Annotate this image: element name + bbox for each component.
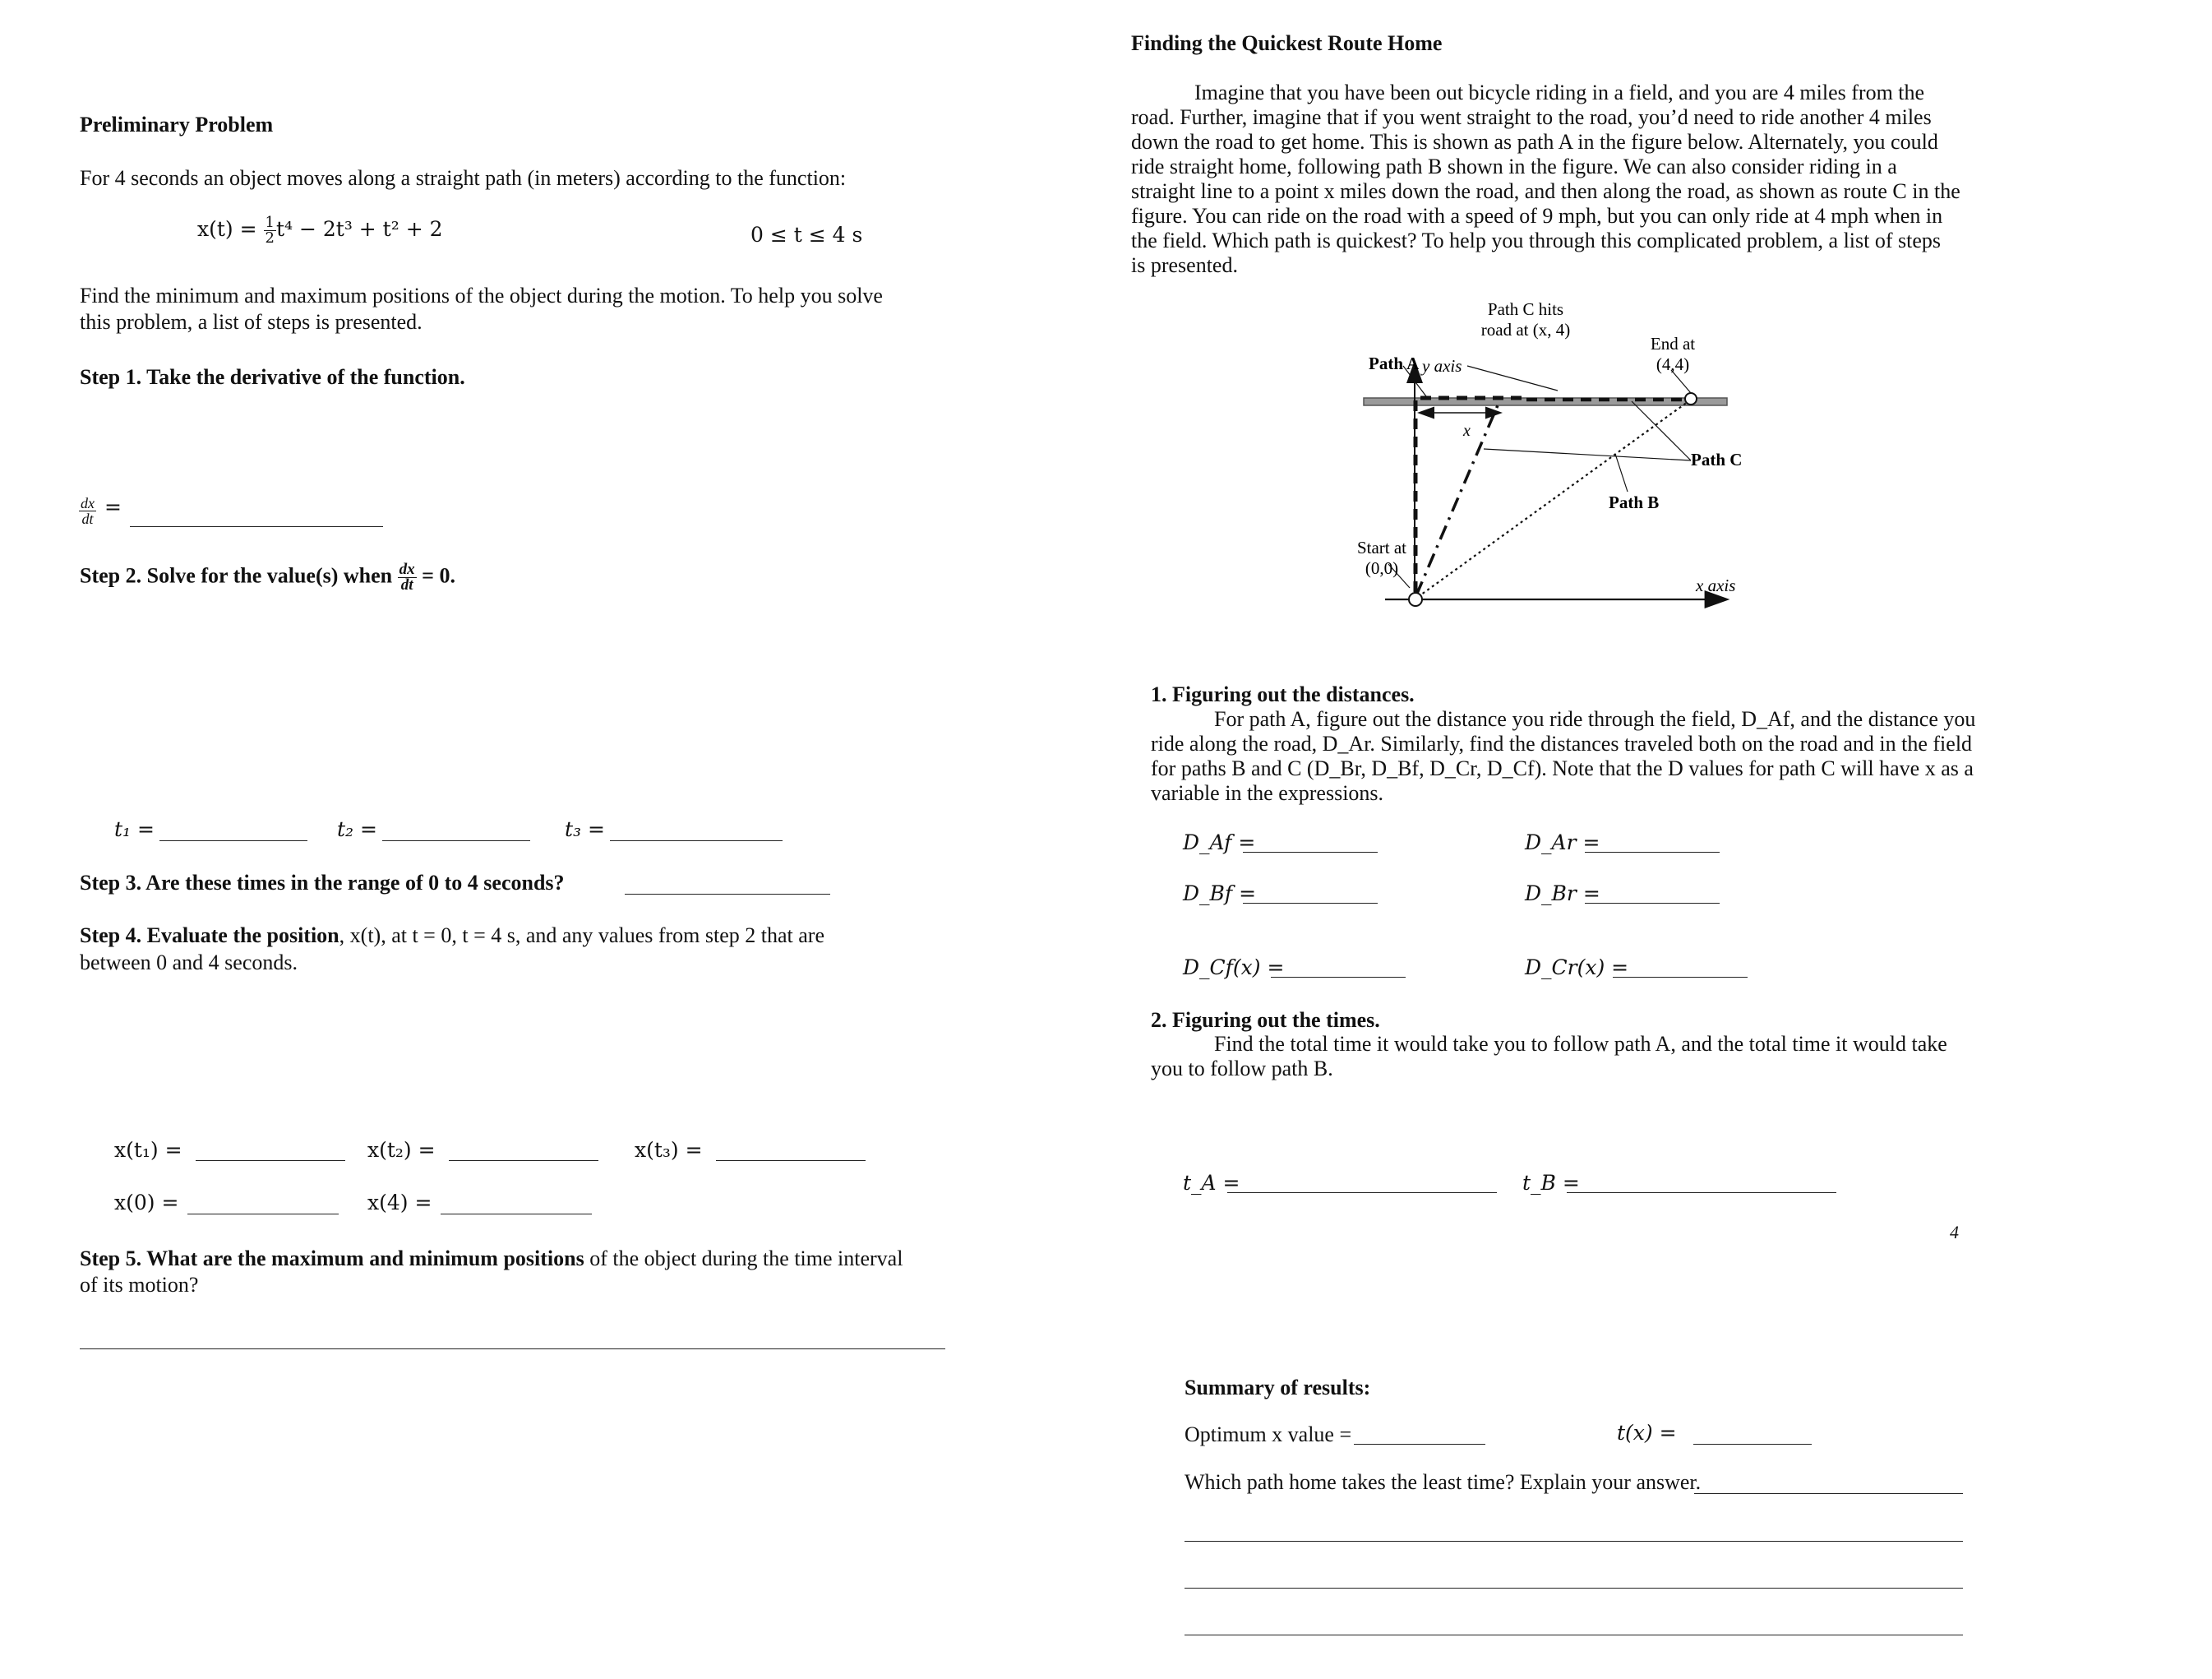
step-2-suffix: = 0. — [422, 563, 455, 588]
t3-blank[interactable] — [610, 840, 783, 841]
x4-label: x(4) = — [367, 1191, 432, 1214]
t1-label: t₁ = — [114, 817, 155, 841]
step-4-rest: , x(t), at t = 0, t = 4 s, and any values from step 2 that are — [339, 923, 825, 947]
t1-blank[interactable] — [159, 840, 307, 841]
tx-label: t(x) = — [1617, 1421, 1677, 1445]
task-line-1: Find the minimum and maximum positions of the object during the motion. To help you solve — [80, 284, 883, 308]
section-1-line: for paths B and C (D_Br, D_Bf, D_Cr, D_Cf). Note that the D values for path C will have x as a — [1151, 756, 1974, 780]
path-a-line — [1415, 398, 1526, 592]
xt1-label: x(t₁) = — [114, 1138, 182, 1162]
dcf-blank[interactable] — [1271, 977, 1406, 978]
section-1-line: variable in the expressions. — [1151, 781, 1384, 805]
step-2 — [80, 562, 455, 593]
answer-line[interactable] — [1185, 1541, 1963, 1542]
step-5 — [80, 1246, 903, 1271]
dbf-label: D_Bf = — [1183, 881, 1257, 905]
tb-label: t_B = — [1522, 1171, 1580, 1195]
dbr-label: D_Br = — [1525, 881, 1600, 905]
start-at-label-2: (0,0) — [1365, 558, 1399, 578]
x-axis-label: x axis — [1696, 576, 1736, 595]
function-equation — [197, 215, 443, 246]
step-3: Step 3. Are these times in the range of 0 to 4 seconds? — [80, 871, 565, 895]
daf-blank[interactable] — [1243, 852, 1378, 853]
function-rest: t⁴ − 2t³ + t² + 2 — [275, 217, 443, 241]
end-at-label-2: (4,4) — [1656, 354, 1690, 374]
xt3-blank[interactable] — [716, 1160, 866, 1161]
ta-blank[interactable] — [1227, 1192, 1497, 1193]
frac-numerator: 1 — [265, 214, 275, 231]
ta-label: t_A = — [1183, 1171, 1240, 1195]
section-2-title: 2. Figuring out the times. — [1151, 1008, 1380, 1032]
step-4-line-2: between 0 and 4 seconds. — [80, 951, 298, 974]
derivative-blank[interactable] — [130, 526, 383, 527]
dcr-label: D_Cr(x) = — [1525, 955, 1629, 979]
function-lhs: x(t) = — [197, 217, 257, 241]
step-5-line-2: of its motion? — [80, 1273, 199, 1297]
path-c-label: Path C — [1691, 450, 1743, 469]
tx-blank[interactable] — [1693, 1444, 1812, 1445]
section-1-title: 1. Figuring out the distances. — [1151, 682, 1415, 706]
path-c-hits-leader — [1467, 366, 1558, 391]
intro-line: down the road to get home. This is shown as path A in the figure below. Alternately, you could — [1131, 130, 1938, 154]
path-c-field-line — [1416, 400, 1500, 595]
intro-line: Imagine that you have been out bicycle riding in a field, and you are 4 miles from the — [1194, 81, 1925, 104]
step-5-blank[interactable] — [80, 1348, 945, 1349]
xt3-label: x(t₃) = — [635, 1138, 703, 1162]
optimum-label: Optimum x value = — [1185, 1422, 1352, 1446]
dcf-label: D_Cf(x) = — [1183, 955, 1285, 979]
step-1: Step 1. Take the derivative of the function. — [80, 365, 465, 389]
page-number: 4 — [1950, 1222, 1959, 1242]
path-c-leader — [1632, 401, 1691, 460]
section-2-line-2: you to follow path B. — [1151, 1057, 1333, 1080]
tb-blank[interactable] — [1567, 1192, 1836, 1193]
preliminary-title: Preliminary Problem — [80, 113, 274, 136]
path-c-leader-2 — [1484, 449, 1691, 460]
intro-line: straight line to a point x miles down the road, and then along the road, as shown as route C in the — [1131, 179, 1960, 203]
end-at-label-1: End at — [1650, 334, 1696, 354]
dar-label: D_Ar = — [1525, 830, 1600, 854]
dbf-blank[interactable] — [1243, 903, 1378, 904]
intro-line: is presented. — [1131, 253, 1238, 277]
t2-label: t₂ = — [337, 817, 377, 841]
xt2-blank[interactable] — [449, 1160, 598, 1161]
intro-line: figure. You can ride on the road with a speed of 9 mph, but you can only ride at 4 mph when in — [1131, 204, 1943, 228]
step-4 — [80, 923, 824, 948]
path-c-hits-label-2: road at (x, 4) — [1480, 320, 1571, 340]
xt2-label: x(t₂) = — [367, 1138, 436, 1162]
which-path-blank[interactable] — [1694, 1493, 1963, 1494]
section-2-line-1: Find the total time it would take you to follow path A, and the total time it would take — [1214, 1032, 1947, 1056]
dcr-blank[interactable] — [1613, 977, 1748, 978]
x0-label: x(0) = — [114, 1191, 179, 1214]
route-diagram — [1352, 296, 2026, 666]
start-point — [1409, 593, 1422, 606]
step-2-prefix: Step 2. Solve for the value(s) when — [80, 563, 393, 588]
right-page — [1106, 0, 2212, 1679]
dxdt-den: dt — [81, 510, 94, 527]
path-a-label: Path A — [1369, 354, 1420, 373]
step-5-bold: Step 5. What are the maximum and minimum positions — [80, 1247, 584, 1270]
dbr-blank[interactable] — [1585, 903, 1720, 904]
step-2-frac-den: dt — [400, 576, 413, 594]
y-axis-label: y axis — [1422, 356, 1462, 376]
step-4-bold: Step 4. Evaluate the position — [80, 923, 339, 947]
dxdt-fraction — [79, 496, 96, 526]
optimum-blank[interactable] — [1354, 1444, 1485, 1445]
step-2-frac-num: dx — [399, 561, 415, 578]
derivative-answer — [79, 495, 122, 526]
summary-title: Summary of results: — [1185, 1376, 1371, 1399]
path-c-hits-label-1: Path C hits — [1487, 299, 1564, 319]
intro-text: For 4 seconds an object moves along a straight path (in meters) according to the function: — [80, 166, 847, 190]
daf-label: D_Af = — [1183, 830, 1256, 854]
start-at-label-1: Start at — [1356, 538, 1407, 557]
dar-blank[interactable] — [1585, 852, 1720, 853]
path-b-leader — [1615, 454, 1628, 492]
function-domain: 0 ≤ t ≤ 4 s — [750, 223, 863, 247]
route-title: Finding the Quickest Route Home — [1131, 31, 1443, 55]
intro-line: the field. Which path is quickest? To help you through this complicated problem, a list of steps — [1131, 229, 1942, 252]
answer-line[interactable] — [1185, 1588, 1963, 1589]
t2-blank[interactable] — [382, 840, 530, 841]
step-3-blank[interactable] — [625, 894, 830, 895]
xt1-blank[interactable] — [196, 1160, 345, 1161]
task-line-2: this problem, a list of steps is presented. — [80, 310, 423, 334]
t3-label: t₃ = — [565, 817, 605, 841]
intro-line: road. Further, imagine that if you went straight to the road, you’d need to ride another 4 miles — [1131, 105, 1932, 129]
section-1-line: ride along the road, D_Ar. Similarly, find the distances traveled both on the road and in the field — [1151, 732, 1973, 756]
dxdt-num: dx — [81, 494, 95, 511]
path-b-label: Path B — [1609, 493, 1660, 512]
section-1-line: For path A, figure out the distance you ride through the field, D_Af, and the distance you — [1214, 707, 1976, 731]
step-2-fraction — [398, 562, 417, 593]
frac-denominator: 2 — [265, 229, 275, 247]
x-distance-label: x — [1463, 422, 1471, 440]
which-path-question: Which path home takes the least time? Explain your answer. — [1185, 1470, 1702, 1494]
end-point — [1685, 393, 1697, 405]
equals-sign: = — [104, 495, 122, 519]
step-5-rest: of the object during the time interval — [584, 1247, 903, 1270]
function-fraction — [264, 215, 276, 246]
intro-line: ride straight home, following path B shown in the figure. We can also consider riding in a — [1131, 155, 1897, 178]
